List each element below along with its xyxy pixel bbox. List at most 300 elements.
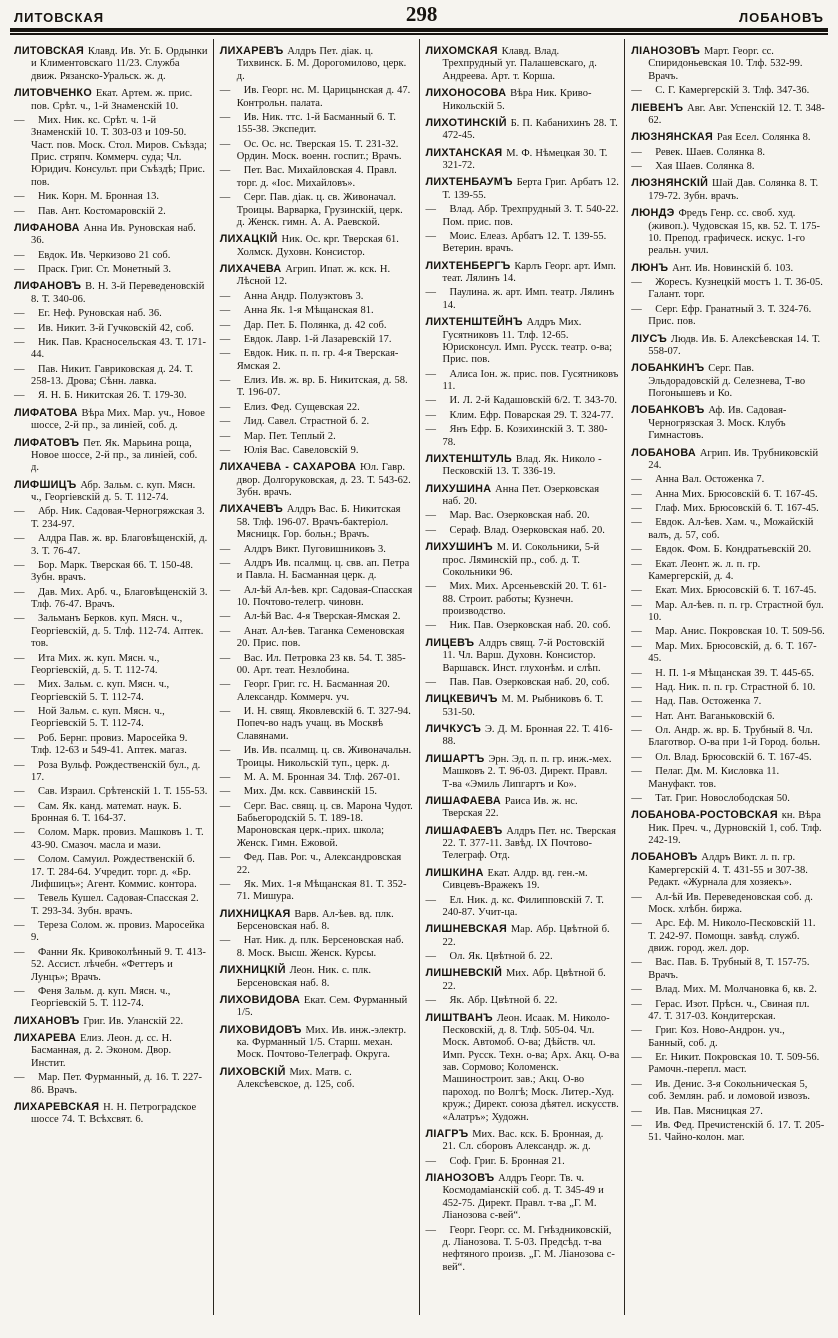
entry-surname: ЛИХТАНСКАЯ <box>425 146 507 159</box>
entry-dash-marker: — <box>631 766 642 778</box>
entry-surname: ЛИШТВАНЪ <box>425 1011 497 1024</box>
entry-dash-marker: — <box>14 920 25 931</box>
directory-entry: — Янъ Ефр. Б. Козихинскій 3. Т. 380-78. <box>425 424 608 448</box>
directory-entry: — Роб. Бернг. провиз. Маросейка 9. Тлф. 12-63 и 549-41. Аптек. магаз. <box>14 732 188 757</box>
entry-dash-marker: — <box>631 792 642 804</box>
entry-surname: ЛЮНЪ <box>631 261 673 274</box>
entry-dash-marker: — <box>14 390 25 402</box>
directory-entry: ЛЮНДЭ Фредъ Генр. сс. своб. худ. (живоп.). Чудовская 15, кв. 52. Т. 175-10. Препод. графическ. искус. 1-го реальн. учил. <box>631 207 821 257</box>
directory-entry: — Сав. Израил. Срѣтенскій 1. Т. 155-53. <box>14 786 208 798</box>
entry-surname: ЛИХОВИДОВЪ <box>219 1023 306 1036</box>
directory-entry: ЛИФАТОВЪ Пет. Як. Марьина роща, Новое шоссе, 2-й пр., за линіей, соб. д. <box>14 436 198 474</box>
entry-dash-marker: — <box>631 1119 642 1131</box>
directory-entry: — Тат. Григ. Новослободская 50. <box>631 792 790 804</box>
directory-entry: ЛИЦЕВЪ Алдръ свящ. 7-й Ростовскій 11. Чл. Варш. Духовн. Консистор. Варшавск. Инст. глухонѣм. и слѣп. <box>425 636 605 674</box>
entry-surname: ЛЮНДЭ <box>631 207 679 220</box>
entry-dash-marker: — <box>631 161 642 172</box>
directory-entry: — Ревек. Шаев. Солянка 8. <box>631 146 766 158</box>
entry-dash-marker: — <box>219 290 231 302</box>
column-2 <box>213 39 419 1315</box>
directory-entry: ЛИХАНОВЪ Григ. Ив. Уланскій 22. <box>14 1014 184 1027</box>
directory-entry: — Ита Мих. ж. куп. Мясн. ч., Георгіевскій, д. 5. Т. 112-74. <box>14 652 160 676</box>
entry-surname: ЛИХОВСКІЙ <box>219 1065 290 1078</box>
directory-entry: — Алдръ Викт. Пуговишниковъ 3. <box>219 543 386 555</box>
entry-surname: ЛЮЗНЯНСКАЯ <box>631 131 717 144</box>
entry-dash-marker: — <box>219 625 231 637</box>
entry-dash-marker: — <box>219 745 231 757</box>
entry-surname: ЛІАНОЗОВЪ <box>631 45 704 57</box>
entry-dash-marker: — <box>631 681 642 693</box>
directory-entry: ЛИШТВАНЪ Леон. Исаак. М. Николо-Песковскій, д. 8. Тлф. 505-04. Чл. Моск. Автомоб. О-ва; Дѣйств. чл. Имп. Русск. Техн. о-ва; Арх. Акц. О-ва зав. Сормово; Коломенск. Машиностроит. зав.; Акц. О-во пароход. по Волгѣ; Моск. Литер.-Худ. круж.; Директ. союза дѣятел. искусств. «Алатръ»; Художн. <box>425 1011 620 1123</box>
entry-surname: ЛИХУШИНА <box>425 482 496 495</box>
directory-entry: — Ив. Пав. Мясницкая 27. <box>631 1105 763 1117</box>
entry-dash-marker: — <box>219 584 231 596</box>
entry-dash-marker: — <box>631 277 642 288</box>
entry-surname: ЛОБАНКИНЪ <box>631 362 709 375</box>
entry-dash-marker: — <box>219 543 231 555</box>
directory-entry: — Ив. Фед. Пречистенскій б. 17. Т. 205-51. Чайно-колон. маг. <box>631 1119 825 1144</box>
entry-dash-marker: — <box>219 85 231 97</box>
entry-surname: ЛИЦКЕВИЧЪ <box>425 693 502 706</box>
directory-entry: — Ник. Пав. Озерковская наб. 20. соб. <box>425 620 611 632</box>
directory-entry: ЛИХАРЕВЪ Алдръ Пет. діак. ц. Тихвинск. Б. М. Дорогомилово, церк. д. <box>219 45 407 82</box>
entry-dash-marker: — <box>425 230 436 242</box>
entry-surname: ЛИХАЧЕВА <box>219 263 286 275</box>
entry-dash-marker: — <box>631 474 642 486</box>
directory-entry: ЛЮЗНЯНСКАЯ Рая Есел. Солянка 8. <box>631 131 811 144</box>
entry-dash-marker: — <box>425 524 436 536</box>
entry-dash-marker: — <box>219 444 231 456</box>
directory-entry: ЛИХАЦКІЙ Ник. Ос. крг. Тверская 61. Холмск. Духовн. Консистор. <box>219 233 399 258</box>
entry-surname: ЛИХАЦКІЙ <box>219 233 282 246</box>
entry-surname: ЛОБАНКОВЪ <box>631 404 709 417</box>
entry-dash-marker: — <box>14 786 25 798</box>
directory-entry: — Влад. Абр. Трехпрудный 3. Т. 540-22. Пом. прис. пов. <box>425 204 619 228</box>
directory-entry: ЛИХОВИДОВА Екат. Сем. Фурманный 1/5. <box>219 993 408 1019</box>
directory-entry: — Евдок. Ив. Черкизово 21 соб. <box>14 249 171 261</box>
entry-surname: ЛИХАНОВЪ <box>14 1014 84 1027</box>
entry-surname: ЛИЧКУСЪ <box>425 723 485 735</box>
entry-dash-marker: — <box>425 676 436 688</box>
directory-entry: — Ос. Ос. нс. Тверская 15. Т. 231-32. Ордин. Моск. военн. госпит.; Врачъ. <box>219 138 402 162</box>
directory-entry: — Як. Мих. 1-я Мѣщанская 81. Т. 352-71. Мишура. <box>219 878 407 903</box>
directory-entry: ЛИХАЧЕВА - САХАРОВА Юл. Гавр. двор. Долгоруковская, д. 23. Т. 543-62. Зубн. врачъ. <box>219 461 411 498</box>
directory-entry: ЛОБАНОВА-РОСТОВСКАЯ кн. Вѣра Ник. Преч. ч., Дурновскій 1, соб. Тлф. 242-19. <box>631 809 822 846</box>
directory-entry: ЛИФАНОВА Анна Ив. Руновская наб. 36. <box>14 221 196 247</box>
directory-entry: — Пав. Пав. Озерковская наб. 20, соб. <box>425 676 610 688</box>
directory-entry: ЛИШАФАЕВА Раиса Ив. ж. нс. Тверская 22. <box>425 794 578 820</box>
directory-entry: ЛИХТЕНШТУЛЬ Влад. Як. Николо - Песковскій 13. Т. 336-19. <box>425 452 602 478</box>
entry-dash-marker: — <box>631 998 642 1010</box>
entry-dash-marker: — <box>14 679 25 691</box>
directory-entry: ЛИШНЕВСКІЙ Мих. Абр. Цвѣтной б. 22. <box>425 967 606 992</box>
column-4 <box>624 39 830 1315</box>
directory-entry: — Паулина. ж. арт. Имп. театр. Лялинъ 14. <box>425 287 615 311</box>
entry-surname: ЛОБАНОВЪ <box>631 851 702 864</box>
directory-entry: — Вас. Пав. Б. Трубный 8, Т. 157-75. Врачъ. <box>631 957 810 981</box>
directory-entry: — Фанни Як. Кривоколѣнный 9. Т. 413-52. Ассист. лѣчебн. «Феттеръ и Лунцъ»; Врачъ. <box>14 946 206 983</box>
directory-entry: — С. Г. Камергерскій 3. Тлф. 347-36. <box>631 85 810 97</box>
directory-entry: — Герас. Изот. Прѣсн. ч., Свиная пл. 47. Т. 317-03. Кондитерская. <box>631 998 810 1022</box>
entry-dash-marker: — <box>14 205 25 217</box>
entry-surname: ЛІЕВЕНЪ <box>631 101 688 114</box>
entry-surname: ЛИФАНОВА <box>14 221 84 234</box>
directory-entry: — Клим. Ефр. Поварская 29. Т. 324-77. <box>425 409 614 421</box>
directory-entry: ЛИХТЕНБАУМЪ Берта Григ. Арбатъ 12. Т. 139-55. <box>425 176 619 201</box>
directory-entry: — Мар. Пет. Фурманный, д. 16. Т. 227-86. Врачъ. <box>14 1072 203 1096</box>
entry-dash-marker: — <box>631 640 642 652</box>
directory-entry: — Ал-ѣй Ив. Переведеновская соб. д. Моск. хлѣбн. биржа. <box>631 891 813 915</box>
directory-entry: — Арс. Еф. М. Николо-Песковскій 11. Т. 242-97. Помощн. завѣд. служб. движ. город. жел. дор. <box>631 918 816 954</box>
entry-surname: ЛИХАЧЕВЪ <box>219 503 287 516</box>
entry-surname: ЛИХОМСКАЯ <box>425 45 502 57</box>
entry-dash-marker: — <box>631 891 642 903</box>
page-header <box>8 4 830 27</box>
directory-entry: ЛИХУШИНА Анна Пет. Озерковская наб. 20. <box>425 482 600 507</box>
directory-entry: ЛЮНЪ Ант. Ив. Новинскій б. 103. <box>631 261 794 274</box>
directory-entry: — Абр. Ник. Садовая-Черногряжская 3. Т. 234-97. <box>14 506 205 530</box>
directory-entry: — Ел. Ник. д. кс. Филипповскій 7. Т. 240-87. Учит-ца. <box>425 894 604 918</box>
entry-surname: ЛИХАРЕВСКАЯ <box>14 1100 104 1113</box>
entry-dash-marker: — <box>425 287 436 299</box>
directory-entry: — Сам. Як. канд. математ. наук. Б. Бронная 6. Т. 164-37. <box>14 800 182 824</box>
entry-dash-marker: — <box>219 878 231 890</box>
entry-dash-marker: — <box>631 1025 642 1037</box>
directory-entry: ЛИХНИЦКАЯ Варв. Ал-ѣев. вд. плк. Берсеновская наб. 8. <box>219 907 394 932</box>
directory-entry: — Ив. Ив. псалмщ. ц. св. Живоначальн. Троицы. Никольскій туп., церк. д. <box>219 745 412 769</box>
entry-dash-marker: — <box>631 303 642 315</box>
entry-surname: ЛИХОТИНСКІЙ <box>425 116 511 129</box>
directory-entry: — Сераф. Влад. Озерковская наб. 20. <box>425 524 605 536</box>
directory-entry: — Алиса Іон. ж. прис. пов. Гусятниковъ 11. <box>425 368 619 392</box>
entry-dash-marker: — <box>219 679 231 691</box>
entry-surname: ЛИШАФАЕВА <box>425 794 505 807</box>
directory-entry: — Я. Н. Б. Никитская 26. Т. 179-30. <box>14 390 187 402</box>
directory-entry: ЛИШКИНА Екат. Алдр. вд. ген.-м. Сивцевъ-Вражекъ 19. <box>425 866 588 892</box>
entry-dash-marker: — <box>219 401 231 413</box>
entry-dash-marker: — <box>425 581 436 593</box>
directory-entry: — Анат. Ал-ѣев. Таганка Семеновская 20. Прис. пов. <box>219 625 405 650</box>
directory-entry: — Лид. Савел. Страстной б. 2. <box>219 416 370 428</box>
directory-entry: ЛИХАЧЕВЪ Алдръ Вас. Б. Никитская 58. Тлф. 196-07. Врачъ-бактеріол. Мясницк. Гор. больн.; Врачъ. <box>219 503 401 541</box>
directory-entry: — Жоресъ. Кузнецкій мостъ 1. Т. 36-05. Галант. торг. <box>631 277 823 301</box>
entry-dash-marker: — <box>219 611 231 623</box>
entry-dash-marker: — <box>631 696 642 708</box>
directory-entry: — Над. Ник. п. п. гр. Страстной б. 10. <box>631 681 816 693</box>
entry-dash-marker: — <box>631 725 642 736</box>
directory-entry: — Нат. Ник. д. плк. Берсеновская наб. 8. Моск. Высш. Женск. Курсы. <box>219 935 404 959</box>
directory-entry: — Елиз. Ив. ж. вр. Б. Никитская, д. 58. Т. 196-07. <box>219 375 408 399</box>
entry-dash-marker: — <box>14 336 25 348</box>
directory-entry: — Пав. Никит. Гавриковская д. 24. Т. 258-13. Дрова; Сѣнн. лавка. <box>14 363 193 387</box>
directory-entry: — Ив. Никит. 3-й Гучковскій 42, соб. <box>14 322 194 334</box>
entry-dash-marker: — <box>219 165 231 177</box>
directory-entry: — Бор. Марк. Тверская 66. Т. 150-48. Зубн. врачъ. <box>14 559 194 584</box>
entry-dash-marker: — <box>425 368 436 380</box>
entry-surname: ЛОБАНОВА-РОСТОВСКАЯ <box>631 809 782 822</box>
directory-entry: — Роза Вульф. Рождественскій бул., д. 17. <box>14 759 201 783</box>
directory-entry: — Ив. Георг. нс. М. Царицынская д. 47. Контрольн. палата. <box>219 85 411 109</box>
directory-entry: — Зальманъ Берков. куп. Мясн. ч., Георгіевскій, д. 5. Тлф. 112-74. Аптек. тов. <box>14 613 204 650</box>
directory-entry: ЛОБАНОВА Агрип. Ив. Трубниковскій 24. <box>631 446 819 471</box>
directory-entry: — Ник. Корн. М. Бронная 13. <box>14 191 159 203</box>
directory-entry: — Анна Вал. Остоженка 7. <box>631 474 765 486</box>
directory-entry: — Ол. Як. Цвѣтной б. 22. <box>425 951 553 962</box>
page-number: 298 <box>405 2 438 26</box>
directory-entry: — Мар. Вас. Озерковская наб. 20. <box>425 510 590 522</box>
directory-entry: — Серг. Пав. діак. ц. св. Живоначал. Троицы. Варварка, Грузинскій, церк. д. Женск. гимн. А. А. Раевской. <box>219 192 403 228</box>
entry-dash-marker: — <box>219 652 231 664</box>
entry-dash-marker: — <box>631 488 642 500</box>
column-3 <box>419 39 625 1315</box>
entry-surname: ЛІАНОЗОВЪ <box>425 1172 499 1184</box>
entry-dash-marker: — <box>219 416 231 428</box>
directory-entry: ЛИФАТОВА Вѣра Мих. Мар. уч., Новое шоссе, 2-й пр., за линіей, соб. д. <box>14 406 205 432</box>
entry-surname: ЛИХАРЕВЪ <box>219 45 288 57</box>
directory-entry: — И. Л. 2-й Кадашовскій 6/2. Т. 343-70. <box>425 395 618 407</box>
entry-surname: ЛИЦЕВЪ <box>425 636 479 649</box>
directory-entry: — Ег. Никит. Покровская 10. Т. 509-56. Рамочн.-перепл. маст. <box>631 1052 820 1076</box>
entry-dash-marker: — <box>14 322 25 334</box>
entry-dash-marker: — <box>14 506 25 518</box>
entry-dash-marker: — <box>14 613 25 625</box>
directory-entry: ЛИШАРТЪ Эрн. Эд. п. п. гр. инж.-мех. Машковъ 2. Т. 96-03. Директ. Правл. Т-ва «Эмиль Липгартъ и Ко». <box>425 752 612 790</box>
directory-entry: — Солом. Марк. провиз. Машковъ 1. Т. 43-90. Смазоч. масла и мази. <box>14 827 204 851</box>
directory-entry: — Алдра Пав. ж. вр. Благовѣщенскій, д. 3. Т. 76-47. <box>14 533 208 557</box>
entry-dash-marker: — <box>425 395 436 407</box>
entry-dash-marker: — <box>631 957 642 969</box>
directory-entry: — И. Н. свящ. Яковлевскій 6. Т. 327-94. Попеч-во надъ учащ. въ Москвѣ Славянами. <box>219 706 411 742</box>
entry-dash-marker: — <box>631 146 642 158</box>
entry-dash-marker: — <box>14 1072 25 1084</box>
directory-entry: ЛИЧКУСЪ Э. Д. М. Бронная 22. Т. 416-88. <box>425 723 613 748</box>
entry-dash-marker: — <box>14 652 25 664</box>
directory-entry: ЛІЕВЕНЪ Авг. Авг. Успенскій 12. Т. 348-62. <box>631 101 825 126</box>
entry-dash-marker: — <box>14 114 25 126</box>
entry-dash-marker: — <box>14 308 25 320</box>
directory-entry: — Ив. Денис. 3-я Сокольническая 5, соб. Землян. раб. и ломовой извозъ. <box>631 1078 810 1103</box>
directory-entry: — Фед. Пав. Рог. ч., Александровская 22. <box>219 852 402 876</box>
directory-entry: — Ал-ѣй Ал-ѣев. крг. Садовая-Спасская 10. Почтово-телегр. чиновн. <box>219 584 413 608</box>
entry-surname: ЛІАГРЪ <box>425 1127 473 1140</box>
entry-dash-marker: — <box>425 894 436 906</box>
entry-dash-marker: — <box>631 544 642 556</box>
entry-dash-marker: — <box>14 706 25 717</box>
entry-dash-marker: — <box>14 800 25 812</box>
directory-entry: — Елиз. Фед. Сущевская 22. <box>219 401 360 413</box>
directory-entry: — Мих. Зальм. с. куп. Мясн. ч., Георгіевскій 5. Т. 112-74. <box>14 679 170 703</box>
entry-surname: ЛИШНЕВСКАЯ <box>425 923 511 936</box>
entry-dash-marker: — <box>425 424 436 436</box>
directory-entry: — Серг. Вас. свящ. ц. св. Марона Чудот. Бабьегородскій 5. Т. 189-18. Мароновская церк.-прих. школа; Женск. Гимн. Ежовой. <box>219 800 413 849</box>
directory-entry: ЛИХАРЕВА Елиз. Леон. д. сс. Н. Басманная, д. 2. Эконом. Двор. Инстит. <box>14 1032 172 1069</box>
entry-dash-marker: — <box>219 111 231 123</box>
directory-entry: — Пет. Вас. Михайловская 4. Правл. торг. д. «Іос. Михайловъ». <box>219 165 397 189</box>
entry-surname: ЛИФШИЦЪ <box>14 478 81 491</box>
directory-entry: — Дав. Мих. Арб. ч., Благовѣщенскій 3. Тлф. 76-47. Врачъ. <box>14 586 208 610</box>
entry-dash-marker: — <box>631 558 642 570</box>
entry-surname: ЛИХАЧЕВА - САХАРОВА <box>219 461 361 474</box>
directory-entry: — Евдок. Лавр. 1-й Лазаревскій 17. <box>219 333 392 345</box>
entry-dash-marker: — <box>219 800 231 812</box>
directory-entry: ЛИХОТИНСКІЙ Б. П. Кабанихинъ 28. Т. 472-45. <box>425 116 618 142</box>
directory-entry: ЛИХОВИДОВЪ Мих. Ив. инж.-электр. ка. Фурманный 1/5. Старш. механ. Моск. Почтово-Телеграф. Округа. <box>219 1023 407 1061</box>
entry-surname: ЛИХТЕНШТЕЙНЪ <box>425 316 527 329</box>
entry-dash-marker: — <box>14 893 25 905</box>
directory-entry: — Соф. Григ. Б. Бронная 21. <box>425 1155 565 1167</box>
directory-entry: ЛІАНОЗОВЪ Алдръ Георг. Тв. ч. Космодаміанскій соб. д. Т. 345-49 и 452-75. Директ. Правл. т-ва „Г. М. Ліанозова с-вей“. <box>425 1172 604 1222</box>
entry-surname: ЛИФАТОВЪ <box>14 436 84 449</box>
directory-entry: ЛЮЗНЯНСКІЙ Шай Дав. Солянка 8. Т. 179-72. Зубн. врачъ. <box>631 177 819 202</box>
entry-surname: ЛИФАНОВЪ <box>14 280 86 293</box>
directory-entry: ЛИТОВЧЕНКО Екат. Артем. ж. прис. пов. Срѣт. ч., 1-й Знаменскій 10. <box>14 87 193 112</box>
directory-entry: — Мар. Анис. Покровская 10. Т. 509-56. <box>631 626 825 638</box>
entry-surname: ЛИШАРТЪ <box>425 752 489 765</box>
directory-entry: ЛИЦКЕВИЧЪ М. М. Рыбниковъ 6. Т. 531-50. <box>425 693 604 718</box>
directory-entry: — Ной Зальм. с. куп. Мясн. ч., Георгіевскій 5. Т. 112-74. <box>14 706 165 730</box>
directory-entry: — Хая Шаев. Солянка 8. <box>631 161 755 172</box>
directory-entry: ЛИФАНОВЪ В. Н. 3-й Переведеновскій 8. Т. 340-06. <box>14 280 205 305</box>
entry-dash-marker: — <box>631 626 642 638</box>
directory-entry: — Георг. Георг. сс. М. Гнѣздниковскій, д. Ліанозова. Т. 5-03. Предсѣд. т-ва нефтяного произв. „Г. М. Ліанозова с-вей“. <box>425 1224 615 1273</box>
directory-entry: ЛИХОВСКІЙ Мих. Матв. с. Алексѣевское, д. 125, соб. <box>219 1065 355 1091</box>
entry-dash-marker: — <box>14 559 25 571</box>
entry-dash-marker: — <box>425 204 436 216</box>
entry-dash-marker: — <box>219 319 231 331</box>
directory-entry: — Юлія Вас. Савеловскій 9. <box>219 444 359 456</box>
directory-entry: — Дар. Пет. Б. Полянка, д. 42 соб. <box>219 319 387 331</box>
directory-entry: — Мар. Ал-ѣев. п. п. гр. Страстной бул. 10. <box>631 599 824 623</box>
entry-dash-marker: — <box>219 935 231 947</box>
entry-dash-marker: — <box>219 706 231 717</box>
directory-entry: — Ег. Неф. Руновская наб. 36. <box>14 308 162 320</box>
directory-entry: — Над. Пав. Остоженка 7. <box>631 696 762 708</box>
entry-surname: ЛІУСЪ <box>631 332 671 345</box>
entry-dash-marker: — <box>219 138 231 150</box>
directory-entry: ЛІУСЪ Людв. Ив. Б. Алексѣевская 14. Т. 558-07. <box>631 332 821 357</box>
directory-entry: — Солом. Самуил. Рождественскій б. 17. Т. 284-64. Учредит. торг. д. «Бр. Лифшицъ»; Агент. Коммис. контора. <box>14 854 197 890</box>
entry-dash-marker: — <box>219 192 231 204</box>
entry-dash-marker: — <box>14 854 25 866</box>
entry-surname: ЛИШКИНА <box>425 866 488 879</box>
directory-entry: — Анна Андр. Полуэктовъ 3. <box>219 290 364 302</box>
entry-dash-marker: — <box>14 759 25 771</box>
entry-surname: ЛИХТЕНШТУЛЬ <box>425 452 516 465</box>
entry-dash-marker: — <box>631 710 642 722</box>
directory-entry: ЛОБАНКОВЪ Аф. Ив. Садовая-Черногрязская 3. Моск. Клубъ Гимнастовъ. <box>631 404 787 442</box>
directory-entry: — Ив. Ник. ттс. 1-й Басманный 6. Т. 155-38. Экспедит. <box>219 111 396 136</box>
directory-entry: — Евдок. Ал-ѣев. Хам. ч., Можайскій валъ, д. 57, соб. <box>631 517 814 541</box>
directory-entry: ЛОБАНКИНЪ Серг. Пав. Эльдорадовскій д. Селезнева, Т-во Погонышевъ и Ко. <box>631 362 806 399</box>
entry-dash-marker: — <box>631 85 642 97</box>
entry-dash-marker: — <box>631 667 642 679</box>
entry-surname: ЛИТОВСКАЯ <box>14 45 88 57</box>
header-right-keyword: ЛОБАНОВЪ <box>738 10 824 25</box>
entry-dash-marker: — <box>631 503 642 514</box>
directory-entry: — М. А. М. Бронная 34. Тлф. 267-01. <box>219 771 400 783</box>
entry-dash-marker: — <box>219 430 231 442</box>
directory-entry: ЛИХУШИНЪ М. И. Сокольники, 5-й прос. Ляминскій пр., соб. д. Т. Сокольники 96. <box>425 541 600 578</box>
directory-entry: ЛИХТЕНШТЕЙНЪ Алдръ Мих. Гусятниковъ 11. Тлф. 12-65. Юрисконсул. Имп. Русск. театр. о-ва; Прис. пов. <box>425 316 613 366</box>
directory-entry: — Н. П. 1-я Мѣщанская 39. Т. 445-65. <box>631 667 814 679</box>
entry-dash-marker: — <box>631 599 642 611</box>
columns-container <box>8 39 830 1315</box>
entry-dash-marker: — <box>219 333 231 345</box>
entry-surname: ЛИХТЕНБАУМЪ <box>425 176 517 189</box>
directory-entry: — Вас. Ил. Петровка 23 кв. 54. Т. 385-00. Арт. теат. Незлобина. <box>219 652 406 676</box>
entry-dash-marker: — <box>219 348 231 360</box>
directory-entry: — Нат. Ант. Ваганьковскій 6. <box>631 710 775 722</box>
entry-dash-marker: — <box>219 557 231 569</box>
directory-entry: — Як. Абр. Цвѣтной б. 22. <box>425 995 558 1007</box>
entry-dash-marker: — <box>631 1105 642 1117</box>
entry-dash-marker: — <box>14 264 25 275</box>
entry-dash-marker: — <box>14 191 25 203</box>
directory-entry: ЛИХОМСКАЯ Клавд. Влад. Трехпрудный уг. Палашевскаго, д. Андреева. Арт. т. Корша. <box>425 45 597 82</box>
entry-dash-marker: — <box>14 946 25 958</box>
directory-entry: — Серг. Ефр. Гранатный 3. Т. 324-76. Прис. пов. <box>631 303 812 328</box>
directory-entry: — Мих. Дм. кск. Саввинскій 15. <box>219 786 377 798</box>
entry-dash-marker: — <box>425 951 436 962</box>
entry-dash-marker: — <box>425 409 436 421</box>
directory-entry: ЛИХНИЦКІЙ Леон. Ник. с. плк. Берсеновская наб. 8. <box>219 964 371 989</box>
directory-entry: ЛІАГРЪ Мих. Вас. кск. Б. Бронная, д. 21. Сл. сборовъ Александр. ж. д. <box>425 1127 604 1153</box>
entry-surname: ЛИХНИЦКІЙ <box>219 964 290 977</box>
directory-entry: — Ол. Андр. ж. вр. Б. Трубный 8. Чл. Благотвор. О-ва при 1-й Город. больн. <box>631 725 821 749</box>
entry-dash-marker: — <box>631 1052 642 1063</box>
header-rule <box>10 28 828 33</box>
directory-entry: — Екат. Мих. Брюсовскій 6. Т. 167-45. <box>631 585 817 597</box>
entry-surname: ЛИХНИЦКАЯ <box>219 907 295 920</box>
column-1 <box>8 39 213 1315</box>
directory-entry: ЛИХТЕНБЕРГЪ Карлъ Георг. арт. Имп. теат. Лялинъ 14. <box>425 259 616 284</box>
directory-entry: — Екат. Леонт. ж. л. п. гр. Камергерскій, д. 4. <box>631 558 761 582</box>
entry-surname: ЛЮЗНЯНСКІЙ <box>631 177 713 190</box>
entry-surname: ЛОБАНОВА <box>631 446 700 459</box>
entry-dash-marker: — <box>219 852 231 864</box>
entry-dash-marker: — <box>14 249 25 261</box>
entry-dash-marker: — <box>219 786 231 798</box>
entry-dash-marker: — <box>631 1078 642 1090</box>
entry-dash-marker: — <box>14 363 25 375</box>
entry-dash-marker: — <box>631 517 642 529</box>
entry-surname: ЛИХОНОСОВА <box>425 87 511 100</box>
entry-surname: ЛИХАРЕВА <box>14 1032 80 1044</box>
directory-entry: ЛИХТАНСКАЯ М. Ф. Нѣмецкая 30. Т. 321-72. <box>425 146 608 171</box>
entry-surname: ЛИТОВЧЕНКО <box>14 87 96 100</box>
directory-entry: — Ал-ѣй Вас. 4-я Тверская-Ямская 2. <box>219 611 401 623</box>
directory-entry: ЛИХАРЕВСКАЯ Н. Н. Петроградское шоссе 74. Т. Всѣхсвят. 6. <box>14 1100 197 1126</box>
directory-entry: — Анна Мих. Брюсовскій 6. Т. 167-45. <box>631 488 818 500</box>
entry-dash-marker: — <box>425 620 436 632</box>
entry-dash-marker: — <box>425 1224 436 1236</box>
directory-entry: — Глаф. Мих. Брюсовскій 6. Т. 167-45. <box>631 503 819 514</box>
directory-entry: — Тевель Кушел. Садовая-Спасская 2. Т. 293-34. Зубн. врачъ. <box>14 893 199 917</box>
entry-dash-marker: — <box>219 375 231 386</box>
directory-entry: — Анна Як. 1-я Мѣщанская 81. <box>219 305 374 317</box>
directory-entry: ЛИШНЕВСКАЯ Мар. Абр. Цвѣтной б. 22. <box>425 923 610 948</box>
directory-entry: ЛИТОВСКАЯ Клавд. Ив. Уг. Б. Ордынки и Климентовскаго 11/23. Служба движ. Рязанско-Уральск. ж. д. <box>14 45 208 82</box>
directory-entry: ЛИШАФАЕВЪ Алдръ Пет. нс. Тверская 22. Т. 377-11. Завѣд. IX Почтово-Телеграф. Отд. <box>425 824 616 862</box>
directory-entry: — Феня Зальм. д. куп. Мясн. ч., Георгіевскій 5. Т. 112-74. <box>14 985 171 1010</box>
entry-dash-marker: — <box>14 985 25 997</box>
directory-page <box>8 0 830 1334</box>
entry-dash-marker: — <box>14 827 25 839</box>
entry-dash-marker: — <box>425 995 436 1007</box>
directory-entry: — Влад. Мих. М. Молчановка 6, кв. 2. <box>631 984 817 996</box>
directory-entry: — Мих. Мих. Арсеньевскій 20. Т. 61-88. Строит. работы; Кузнечн. производство. <box>425 581 607 617</box>
entry-dash-marker: — <box>219 771 231 783</box>
